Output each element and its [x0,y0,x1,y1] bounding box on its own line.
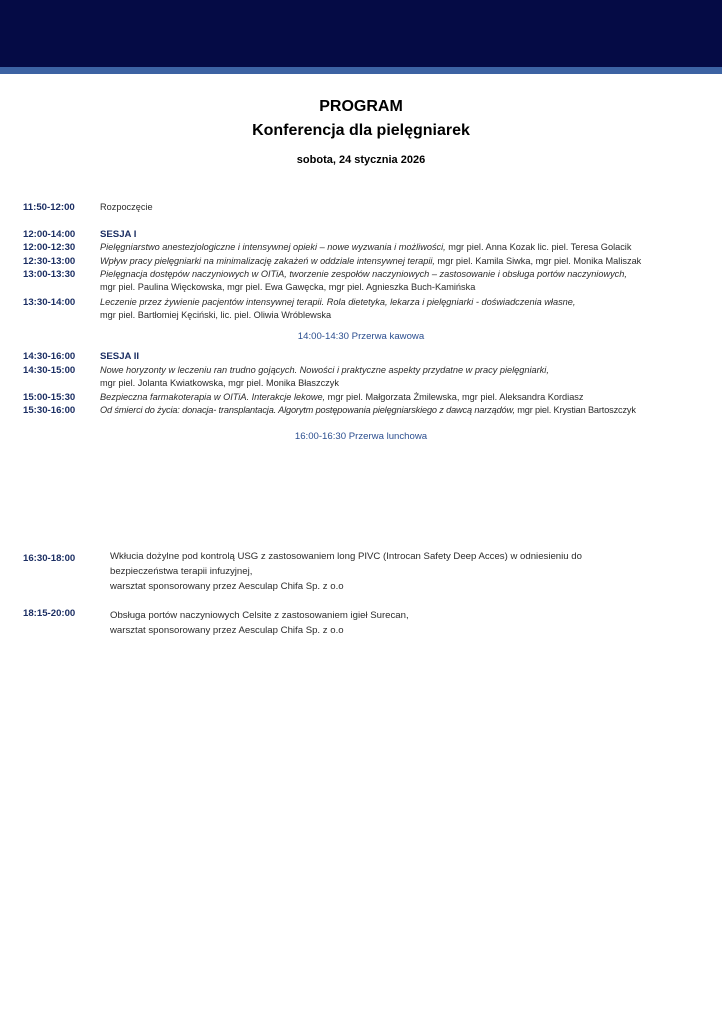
session-2-label: SESJA II [100,351,140,362]
header-accent-band [0,67,722,74]
time-talk-2: 12:30-13:00 [23,256,76,267]
workshop-1-line-1: Wkłucia dożylne pod kontrolą USG z zastosowaniem long PIVC (Introcan Safety Deep Acces) w odniesieniu do [110,551,582,562]
talk-5-title-text: Nowe horyzonty w leczeniu ran trudno gojących. Nowości i praktyczne aspekty przydatne w pracy pielęgniarki, [100,365,549,375]
session-1-label: SESJA I [100,229,137,240]
time-workshop-2: 18:15-20:00 [23,608,76,619]
talk-7 [100,404,636,417]
time-talk-4: 13:30-14:00 [23,297,76,308]
page-title: PROGRAM [319,98,403,115]
talk-6 [100,391,584,404]
time-opening: 11:50-12:00 [23,202,75,213]
workshop-1-line-2: bezpieczeństwa terapii infuzyjnej, [110,566,253,577]
talk-3-title-text: Pielęgnacja dostępów naczyniowych w OITiA, tworzenie zespołów naczyniowych – zastosowanie i obsługa portów naczyniowych, [100,269,627,279]
talk-5-title [100,364,549,377]
workshop-2-sponsor: warsztat sponsorowany przez Aesculap Chifa Sp. z o.o [110,625,344,636]
time-talk-3: 13:00-13:30 [23,269,76,280]
talk-1 [100,241,631,254]
talk-3-title [100,268,627,281]
talk-4-speakers: mgr piel. Bartłomiej Kęciński, lic. piel. Oliwia Wróblewska [100,310,332,320]
time-session-2: 14:30-16:00 [23,351,76,362]
talk-1-title: Pielęgniarstwo anestezjologiczne i intensywnej opieki – nowe wyzwania i możliwości, [100,242,446,252]
time-session-1: 12:00-14:00 [23,229,76,240]
talk-3-speakers: mgr piel. Paulina Więckowska, mgr piel. Ewa Gawęcka, mgr piel. Agnieszka Buch-Kamińska [100,282,476,292]
talk-2-title: Wpływ pracy pielęgniarki na minimalizację zakażeń w oddziale intensywnej terapii, [100,256,435,266]
time-talk-5: 14:30-15:00 [23,365,76,376]
talk-2 [100,255,641,268]
talk-1-speakers: mgr piel. Anna Kozak lic. piel. Teresa Golacik [445,242,632,252]
talk-7-speakers: mgr piel. Krystian Bartoszczyk [514,405,636,415]
time-talk-6: 15:00-15:30 [23,392,76,403]
conference-date: sobota, 24 stycznia 2026 [296,154,426,166]
talk-7-title: Od śmierci do życia: donacja- transplantacja. Algorytm postępowania pielęgniarskiego z dawcą narządów, [100,405,515,415]
time-talk-1: 12:00-12:30 [23,242,76,253]
talk-4-title [100,296,575,309]
lunch-break: 16:00-16:30 Przerwa lunchowa [294,431,428,442]
coffee-break: 14:00-14:30 Przerwa kawowa [297,331,425,342]
talk-4-title-text: Leczenie przez żywienie pacjentów intensywnej terapii. Rola dietetyka, lekarza i pielęgniarki - doświadczenia własne, [100,297,576,307]
time-workshop-1: 16:30-18:00 [23,553,76,564]
workshop-1-sponsor: warsztat sponsorowany przez Aesculap Chifa Sp. z o.o [110,581,344,592]
time-talk-7: 15:30-16:00 [23,405,76,416]
opening-text: Rozpoczęcie [100,202,153,212]
header-band [0,0,722,67]
talk-6-speakers: mgr piel. Małgorzata Żmilewska, mgr piel. Aleksandra Kordiasz [325,392,584,402]
talk-2-speakers: mgr piel. Kamila Siwka, mgr piel. Monika Maliszak [435,256,642,266]
talk-5-speakers: mgr piel. Jolanta Kwiatkowska, mgr piel. Monika Błaszczyk [100,378,339,388]
workshop-2-line-1: Obsługa portów naczyniowych Celsite z zastosowaniem igieł Surecan, [110,610,409,621]
conference-name: Konferencja dla pielęgniarek [252,122,470,139]
talk-6-title: Bezpieczna farmakoterapia w OITiA. Interakcje lekowe, [100,392,326,402]
